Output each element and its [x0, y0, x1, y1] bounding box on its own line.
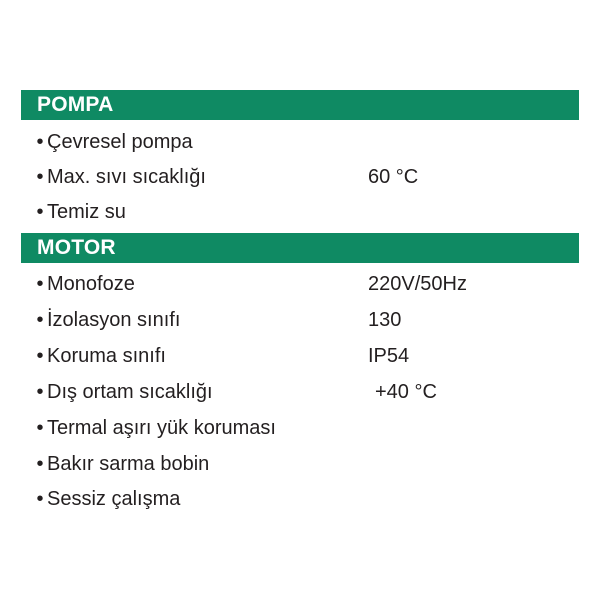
- bullet-mark: •: [36, 131, 44, 153]
- bullet-mark: •: [36, 417, 44, 439]
- spec-row: [33, 342, 573, 370]
- bullet-mark: •: [36, 309, 44, 331]
- spec-label: Dış ortam sıcaklığı: [47, 381, 213, 403]
- bullet-mark: •: [36, 381, 44, 403]
- spec-label: Sessiz çalışma: [47, 488, 181, 510]
- spec-value: 220V/50Hz: [368, 273, 467, 295]
- spec-row: [33, 128, 573, 156]
- spec-row: [33, 306, 573, 334]
- spec-row: [33, 450, 573, 478]
- section-header-pompa: POMPA: [21, 90, 579, 120]
- spec-row: [33, 163, 573, 191]
- spec-value: 130: [368, 309, 402, 331]
- spec-value: IP54: [368, 345, 410, 367]
- spec-label: Monofoze: [47, 273, 135, 295]
- spec-label: Temiz su: [47, 201, 126, 223]
- spec-label: Termal aşırı yük koruması: [47, 417, 276, 439]
- spec-label: Koruma sınıfı: [47, 345, 166, 367]
- spec-label: Bakır sarma bobin: [47, 453, 210, 475]
- bullet-mark: •: [36, 201, 44, 223]
- spec-value: +40 °C: [375, 381, 437, 403]
- bullet-mark: •: [36, 453, 44, 475]
- spec-label: İzolasyon sınıfı: [47, 309, 181, 331]
- spec-value: 60 °C: [368, 166, 419, 188]
- spec-row: [33, 198, 573, 226]
- bullet-mark: •: [36, 166, 44, 188]
- spec-row: [33, 414, 573, 442]
- bullet-mark: •: [36, 273, 44, 295]
- spec-label: Çevresel pompa: [47, 131, 193, 153]
- spec-row: [33, 270, 573, 298]
- bullet-mark: •: [36, 488, 44, 510]
- section-header-motor: MOTOR: [21, 233, 579, 263]
- spec-label: Max. sıvı sıcaklığı: [47, 166, 206, 188]
- spec-row: [33, 485, 573, 513]
- bullet-mark: •: [36, 345, 44, 367]
- spec-row: [33, 378, 573, 406]
